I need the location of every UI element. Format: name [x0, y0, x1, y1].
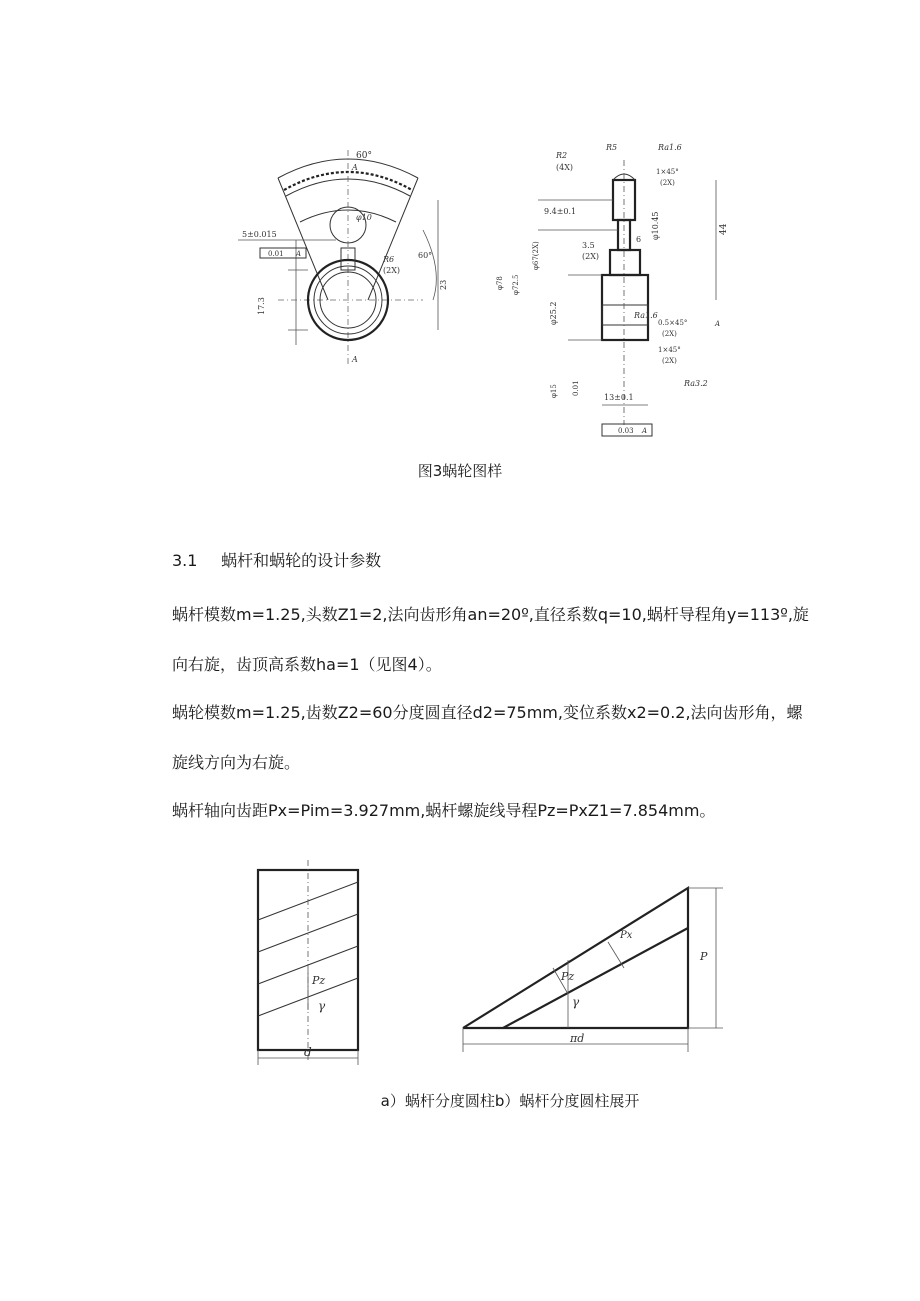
angle-top-label: 60°	[356, 151, 372, 161]
roughness-mid: Ra1.6	[634, 311, 658, 320]
radius-count-label: (2X)	[383, 266, 401, 275]
dim-15: φ15	[550, 384, 558, 398]
chamfer-top: 1×45°	[656, 168, 679, 176]
roughness-top: Ra1.6	[658, 143, 682, 152]
worm-gear-drawing	[238, 140, 738, 440]
chamfer-mid-count: (2X)	[662, 330, 677, 338]
cylinder-d-label: d	[304, 1045, 312, 1059]
chamfer-low-count: (2X)	[662, 357, 677, 365]
dim-9-4: 9.4±0.1	[544, 207, 577, 216]
dim-6: 6	[636, 235, 642, 244]
r5-label: R5	[606, 143, 618, 152]
dim-44: 44	[719, 223, 729, 235]
worm-parameters-paragraph	[172, 590, 812, 690]
figure3-caption: 图3蜗轮图样	[417, 462, 503, 480]
section-mark-bottom: A	[352, 355, 358, 364]
dim-67: φ67(2X)	[532, 241, 540, 270]
runout-datum: A	[642, 427, 648, 435]
r2-count: (4X)	[556, 163, 574, 172]
keyway-dimension: 17.3	[257, 297, 266, 315]
r2-label: R2	[556, 151, 568, 160]
worm-line-1: 蜗杆模数m=1.25,头数Z1=2,法向齿形角an=20º,直径系数q=10,蜗杆导程角y=113º,旋	[172, 605, 809, 624]
height-dimension: 23	[439, 279, 448, 290]
section-heading	[172, 548, 381, 571]
symmetry-tolerance: 0.01	[268, 250, 284, 258]
worm-pitch-cylinder-diagram	[248, 860, 738, 1070]
section-title: 蜗杆和蜗轮的设计参数	[221, 551, 382, 570]
flatness-tolerance: 0.01	[572, 380, 580, 396]
chamfer-low: 1×45°	[658, 346, 681, 354]
unrolled-px-label: Px	[620, 930, 633, 941]
pitch-paragraph	[172, 786, 812, 836]
gear-line-2: 旋线方向为右旋。	[172, 753, 301, 772]
dim-25-2: φ25.2	[549, 301, 558, 325]
dim-3-5-count: (2X)	[582, 252, 600, 261]
gear-line-1: 蜗轮模数m=1.25,齿数Z2=60分度圆直径d2=75mm,变位系数x2=0.2,法向齿形角，螺	[172, 703, 803, 722]
section-mark-top: A	[352, 163, 358, 172]
pitch-line: 蜗杆轴向齿距Px=Pim=3.927mm,蜗杆螺旋线导程Pz=PxZ1=7.854mm。	[172, 801, 716, 820]
angle-side-label: 60°	[418, 251, 433, 260]
dim-13: 13±0.1	[604, 393, 634, 402]
section-number: 3.1	[172, 551, 198, 570]
worm-line-2: 向右旋，齿顶高系数ha=1（见图4）。	[172, 655, 442, 674]
unrolled-pid-label: πd	[570, 1032, 585, 1045]
unrolled-pz-label: Pz	[561, 970, 575, 983]
bore-label: φ10	[356, 213, 372, 222]
dim-10-45: φ10.45	[651, 211, 660, 240]
cylinder-pz-label: Pz	[312, 974, 326, 987]
radius-label: R6	[383, 255, 395, 264]
cylinder-gamma-label: γ	[318, 999, 326, 1013]
unrolled-gamma-label: γ	[572, 995, 580, 1009]
runout-tolerance: 0.03	[618, 427, 634, 435]
datum-a: A	[715, 320, 721, 328]
chamfer-mid: 0.5×45°	[658, 319, 688, 327]
dim-78: φ78	[496, 276, 504, 290]
dim-72-5: φ72.5	[512, 274, 520, 295]
figure4-caption: a）蜗杆分度圆柱b）蜗杆分度圆柱展开	[380, 1092, 640, 1110]
unrolled-p-label: P	[700, 950, 708, 963]
gear-parameters-paragraph	[172, 688, 812, 788]
chamfer-top-count: (2X)	[660, 179, 675, 187]
pitch-cylinder	[258, 860, 358, 1065]
symmetry-datum: A	[296, 250, 302, 258]
dim-3-5: 3.5	[582, 241, 595, 250]
unrolled-cylinder	[463, 888, 723, 1052]
tolerance-label: 5±0.015	[242, 230, 277, 239]
roughness-low: Ra3.2	[684, 379, 708, 388]
